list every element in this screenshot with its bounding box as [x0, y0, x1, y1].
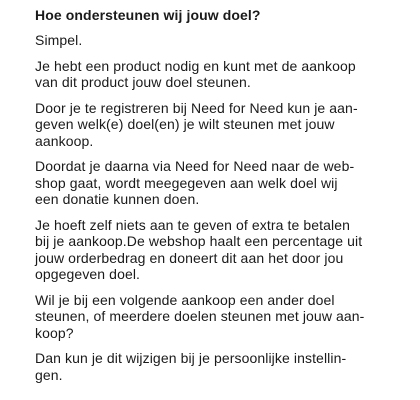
paragraph-product — [35, 58, 398, 91]
paragraph-webshop — [35, 158, 398, 208]
text-line: opgegeven doel. — [35, 266, 141, 282]
article-heading: Hoe ondersteunen wij jouw doel? — [35, 7, 261, 23]
paragraph-wijzigen — [35, 350, 398, 383]
paragraph-volgende-aankoop — [35, 292, 398, 342]
text-line: een donatie kunnen doen. — [35, 191, 200, 207]
text-line: koop? — [35, 324, 74, 341]
text-line: bij je aankoop.De webshop haalt een percentage uit — [35, 233, 363, 249]
text-line: Je hebt een product nodig en kunt met de aankoop — [35, 57, 356, 74]
text-line: Dan kun je dit wijzigen bij je persoonlijke instellin- — [35, 350, 347, 366]
text-line: Door je te registreren bij Need for Need kun je aan- — [35, 99, 358, 116]
paragraph-simpel — [35, 32, 398, 49]
text-line: Wil je bij een volgende aankoop een ander doel — [35, 291, 335, 308]
text-line: aankoop. — [35, 132, 94, 149]
text-line: geven welk(e) doel(en) je wilt steunen met jouw — [35, 116, 335, 132]
text-line: steunen, of meerdere doelen steunen met jouw aan- — [35, 308, 365, 324]
text-line: gen. — [35, 366, 63, 383]
text-line: van dit product jouw doel steunen. — [35, 74, 251, 90]
text-line: jouw orderbedrag en doneert dit aan het door jou — [35, 249, 344, 266]
text-line: Simpel. — [35, 32, 83, 48]
paragraph-registreren — [35, 100, 398, 150]
paragraph-betalen — [35, 217, 398, 283]
text-line: shop gaat, wordt meegegeven aan welk doel wij — [35, 174, 338, 191]
text-line: Doordat je daarna via Need for Need naar de web- — [35, 158, 355, 174]
text-line: Je hoeft zelf niets aan te geven of extra te betalen — [35, 216, 350, 233]
